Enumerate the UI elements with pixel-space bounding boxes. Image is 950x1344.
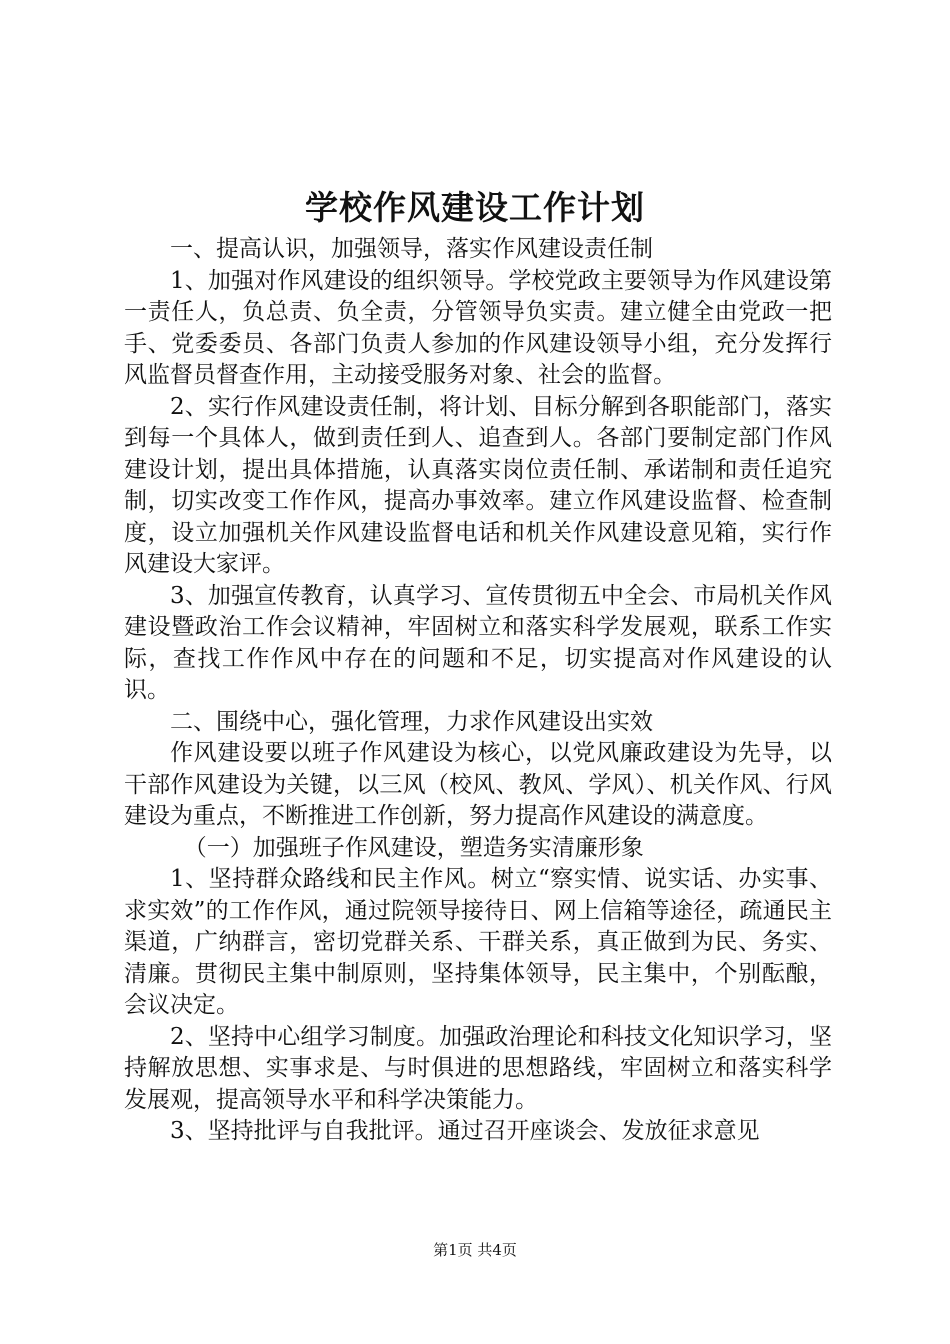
subsection-heading-1: （一）加强班子作风建设，塑造务实清廉形象 [183,834,644,861]
paragraph: 1、坚持群众路线和民主作风。树立“察实情、说实话、办实事、求实效”的工作作风，通过院领导接待日、网上信箱等途径，疏通民主渠道，广纳群言，密切党群关系、干群关系，真正做到为民、务实、清廉。贯彻民主集中制原则，坚持集体领导，民主集中，个别酝酿，会议决定。 [124,866,832,1018]
paragraph: 作风建设要以班子作风建设为核心，以党风廉政建设为先导，以干部作风建设为关键，以三风（校风、教风、学风）、机关作风、行风建设为重点，不断推进工作创新，努力提高作风建设的满意度。 [124,740,832,829]
paragraph: 2、实行作风建设责任制，将计划、目标分解到各职能部门，落实到每一个具体人，做到责任到人、追查到人。各部门要制定部门作风建设计划，提出具体措施，认真落实岗位责任制、承诺制和责任追究制，切实改变工作作风，提高办事效率。建立作风建设监督、检查制度，设立加强机关作风建设监督电话和机关作风建设意见箱，实行作风建设大家评。 [124,393,832,577]
page-footer: 第1页 共4页 [433,1241,517,1259]
paragraph: 3、加强宣传教育，认真学习、宣传贯彻五中全会、市局机关作风建设暨政治工作会议精神，牢固树立和落实科学发展观，联系工作实际，查找工作作风中存在的问题和不足，切实提高对作风建设的认识。 [124,582,832,703]
document-body [124,234,832,1148]
section-heading-2: 二、围绕中心，强化管理，力求作风建设出实效 [170,708,653,735]
paragraph: 1、加强对作风建设的组织领导。学校党政主要领导为作风建设第一责任人，负总责、负全责，分管领导负实责。建立健全由党政一把手、党委委员、各部门负责人参加的作风建设领导小组，充分发挥行风监督员督查作用，主动接受服务对象、社会的监督。 [124,267,832,388]
paragraph: 2、坚持中心组学习制度。加强政治理论和科技文化知识学习，坚持解放思想、实事求是、与时俱进的思想路线，牢固树立和落实科学发展观，提高领导水平和科学决策能力。 [124,1023,832,1113]
paragraph: 3、坚持批评与自我批评。通过召开座谈会、发放征求意见 [170,1118,760,1144]
section-heading-1: 一、提高认识，加强领导，落实作风建设责任制 [170,236,653,262]
document-title: 学校作风建设工作计划 [305,188,645,227]
